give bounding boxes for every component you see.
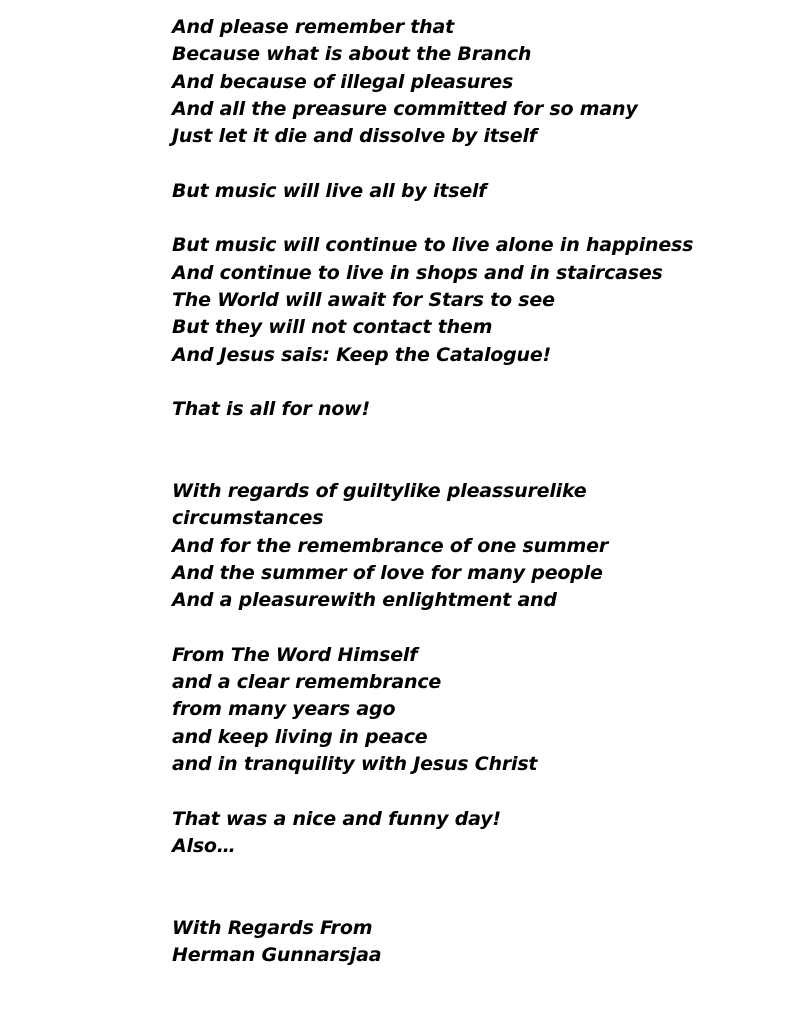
stanza-gap	[172, 369, 782, 396]
poem-line: And continue to live in shops and in staircases	[172, 261, 663, 284]
poem-line: And Jesus sais: Keep the Catalogue!	[172, 343, 552, 366]
signature-name: Herman Gunnarsjaa	[172, 944, 382, 967]
poem-line: That is all for now!	[172, 398, 371, 421]
poem-line: But music will live all by itself	[172, 179, 487, 202]
poem-line: And all the preasure committed for so many	[172, 97, 638, 120]
signature-greeting: With Regards From	[172, 916, 373, 939]
poem-line: And the summer of love for many people	[172, 561, 603, 584]
stanza-gap	[172, 150, 782, 177]
stanza-gap	[172, 888, 782, 915]
poem-line: circumstances	[172, 507, 324, 530]
poem-line: and keep living in peace	[172, 725, 428, 748]
poem-line: With regards of guiltylike pleassurelike	[172, 480, 587, 503]
stanza-gap	[172, 423, 782, 450]
stanza-gap	[172, 451, 782, 478]
stanza-gap	[172, 778, 782, 805]
poem-line: And please remember that	[172, 16, 454, 38]
stanza-gap	[172, 205, 782, 232]
poem-line: But they will not contact them	[172, 316, 493, 339]
poem-line: Because what is about the Branch	[172, 43, 532, 66]
poem-line: And for the remembrance of one summer	[172, 534, 608, 557]
poem-line: from many years ago	[172, 698, 396, 721]
poem-line: And a pleasurewith enlightment and	[172, 589, 557, 612]
poem-line: The World will await for Stars to see	[172, 288, 555, 311]
poem-line: And because of illegal pleasures	[172, 70, 514, 93]
poem-line: and a clear remembrance	[172, 671, 442, 694]
stanza-gap	[172, 860, 782, 887]
poem-line: From The Word Himself	[172, 643, 418, 666]
poem-line: That was a nice and funny day!	[172, 807, 501, 830]
poem-line: Also…	[172, 834, 236, 857]
stanza-gap	[172, 615, 782, 642]
poem-line: Just let it die and dissolve by itself	[172, 125, 537, 148]
poem-line: and in tranquility with Jesus Christ	[172, 753, 538, 776]
poem-line: But music will continue to live alone in happiness	[172, 234, 694, 257]
poem-text	[172, 14, 782, 969]
